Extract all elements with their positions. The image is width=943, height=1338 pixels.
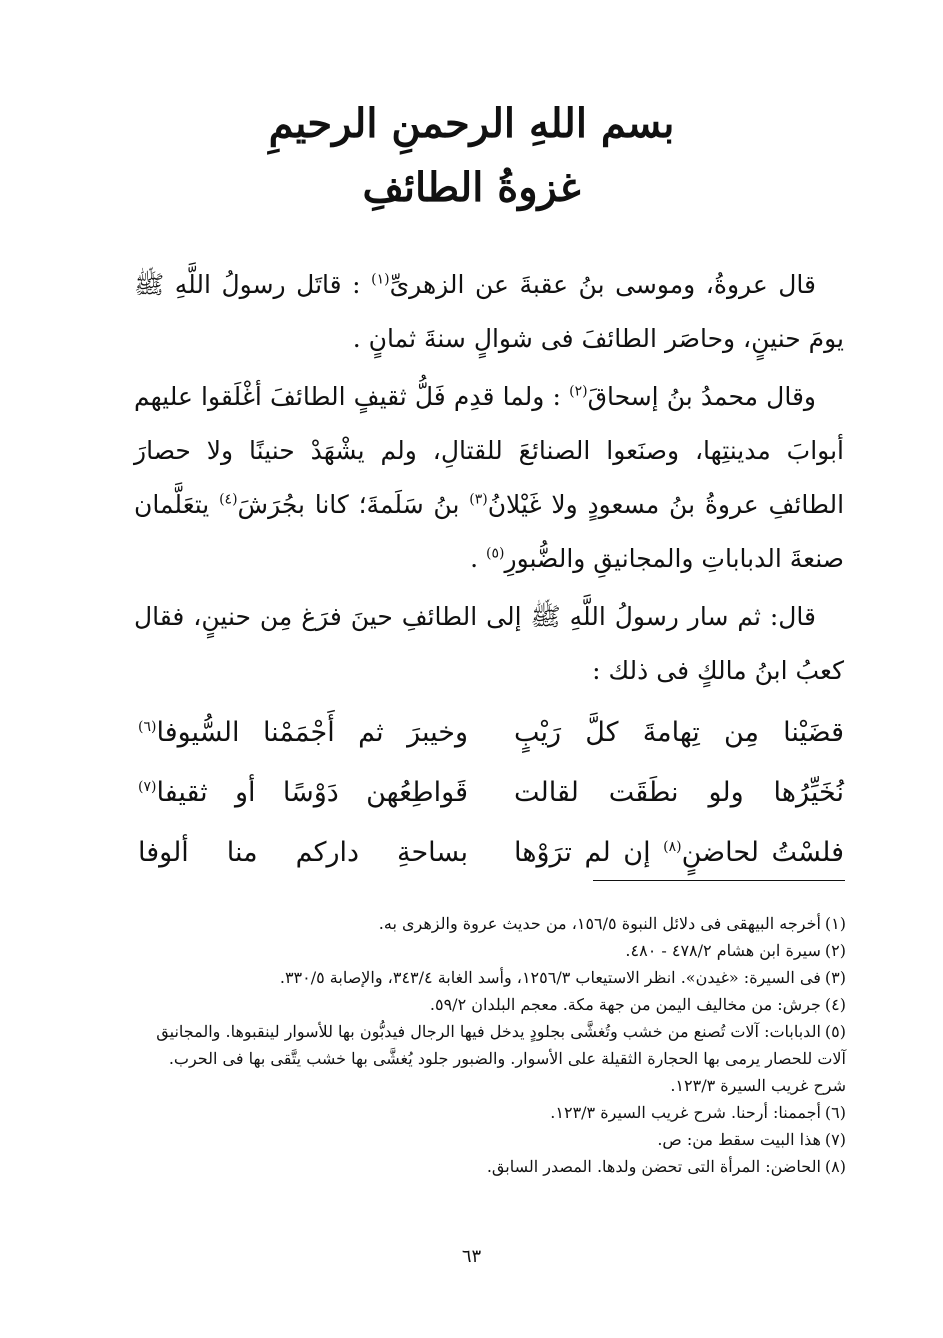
footnote-number: (٧) — [824, 1130, 846, 1149]
verse-1-first-hemistich: قضَيْنا مِن تِهامةَ كلَّ رَيْبٍ — [514, 717, 844, 748]
footnote-ref-2[interactable]: (٢) — [569, 383, 588, 400]
paragraph-2-text-d: يتعَلَّمان صنعةَ الدباباتِ والمجانيقِ والضُّبورِ — [134, 490, 844, 573]
footnote-ref-6[interactable]: (٦) — [138, 719, 157, 735]
footnote-5 — [134, 1018, 846, 1099]
chapter-title: غزوةُ الطائفِ — [362, 164, 581, 211]
verse-2-first-hemistich: نُخَيِّرُها ولو نطَقَت لقالت — [514, 777, 844, 808]
basmala-heading: بسم اللهِ الرحمنِ الرحيمِ — [268, 100, 675, 147]
footnote-number: (٥) — [824, 1022, 846, 1041]
verse-3-second-hemistich: بساحةِ داركم منا ألوفا — [138, 837, 468, 868]
page-number: ٦٣ — [461, 1246, 482, 1267]
footnote-number: (١) — [824, 914, 846, 933]
paragraph-2-text-b: : ولما قدِم فَلُّ ثقيفٍ الطائفَ أغْلَقوا عليهم أبوابَ مدينتِها، وصنَعوا الصنائعَ للقتالِ، ولم يشْهَدْ حنينًا ولا حصارَ الطائفِ عروةُ بنُ مسعودٍ ولا غَيْلانُ — [134, 382, 845, 519]
paragraph-2 — [134, 370, 844, 586]
verse-3-first-text-a: فلسْتُ لحاضنٍ — [681, 837, 844, 868]
footnote-1 — [134, 910, 846, 937]
footnote-4 — [134, 991, 846, 1018]
footnote-text: الدبابات: آلات تُصنع من خشب وتُغشَّى بجلودٍ يدخل فيها الرجال فيدبُّون بها للأسوار لينقبوها. والمجانيق آلات للحصار يرمى بها الحجارة الثقيلة على الأسوار. والضبور جلود يُغشَّى بها خشب يتَّقى بها فى الحرب. شرح غريب السيرة ١٢٣/٣. — [156, 1022, 846, 1095]
paragraph-1-text-a: قال عروةُ، وموسى بنُ عقبةَ عن الزهرىِّ — [389, 270, 816, 299]
verse-1-second-text: وخيبرَ ثم أَجْمَمْنا السُّيوفا — [156, 717, 468, 748]
verse-1 — [138, 705, 844, 761]
footnote-separator — [593, 880, 845, 881]
paragraph-2-text-a: وقال محمدُ بنُ إسحاقَ — [587, 382, 816, 411]
footnote-number: (٤) — [824, 995, 846, 1014]
verse-2 — [138, 765, 844, 821]
footnotes — [134, 910, 846, 1180]
footnote-number: (٦) — [824, 1103, 846, 1122]
paragraph-2-text-c: بنُ سَلَمةَ؛ كانا بجُرَشَ — [237, 490, 460, 519]
footnote-text: فى السيرة: «غيدن». انظر الاستيعاب ١٢٥٦/٣، وأسد الغابة ٣٤٣/٤، والإصابة ٣٣٠/٥. — [279, 968, 821, 987]
footnote-ref-7[interactable]: (٧) — [138, 779, 157, 795]
verse-1-second-hemistich — [138, 705, 468, 761]
paragraph-2-text-e: . — [470, 544, 479, 573]
paragraph-3: قال: ثم سار رسولُ اللَّهِ ﷺ إلى الطائفِ حينَ فرَغ مِن حنينٍ، فقال كعبُ ابنُ مالكٍ فى ذلك : — [134, 602, 844, 685]
footnote-text: سيرة ابن هشام ٤٧٨/٢ - ٤٨٠. — [625, 941, 821, 960]
footnote-text: الحاضن: المرأة التى تحضن ولدها. المصدر السابق. — [486, 1157, 821, 1176]
paragraph-1 — [134, 258, 844, 366]
footnote-ref-1[interactable]: (١) — [371, 271, 390, 288]
verse-3 — [138, 825, 844, 881]
footnote-text: جرش: من مخاليف اليمن من جهة مكة. معجم البلدان ٥٩/٢. — [429, 995, 821, 1014]
footnote-ref-5[interactable]: (٥) — [486, 545, 505, 562]
footnote-text: أجممنا: أرحنا. شرح غريب السيرة ١٢٣/٣. — [550, 1103, 821, 1122]
footnote-2 — [134, 937, 846, 964]
footnote-number: (٨) — [824, 1157, 846, 1176]
footnote-7 — [134, 1126, 846, 1153]
footnote-8 — [134, 1153, 846, 1180]
footnote-6 — [134, 1099, 846, 1126]
footnote-text: هذا البيت سقط من: ص. — [657, 1130, 821, 1149]
verse-2-second-hemistich — [138, 765, 468, 821]
paragraph-1-text-b: : قاتَل رسولُ اللَّهِ ﷺ يومَ حنينٍ، وحاصَر الطائفَ فى شوالٍ سنةَ ثمانٍ . — [134, 270, 844, 353]
footnote-ref-8[interactable]: (٨) — [663, 839, 682, 855]
footnote-number: (٢) — [824, 941, 846, 960]
footnote-ref-3[interactable]: (٣) — [469, 491, 488, 508]
verse-3-first-hemistich — [514, 825, 844, 881]
footnote-ref-4[interactable]: (٤) — [219, 491, 238, 508]
footnote-text: أخرجه البيهقى فى دلائل النبوة ١٥٦/٥، من حديث عروة والزهرى به. — [378, 914, 821, 933]
footnote-number: (٣) — [824, 968, 846, 987]
verse-3-first-text-b: إن لم ترَوْها — [514, 837, 651, 868]
footnote-3 — [134, 964, 846, 991]
verse-2-second-text: قَواطِعُهن دَوْسًا أو ثقيفا — [156, 777, 468, 808]
